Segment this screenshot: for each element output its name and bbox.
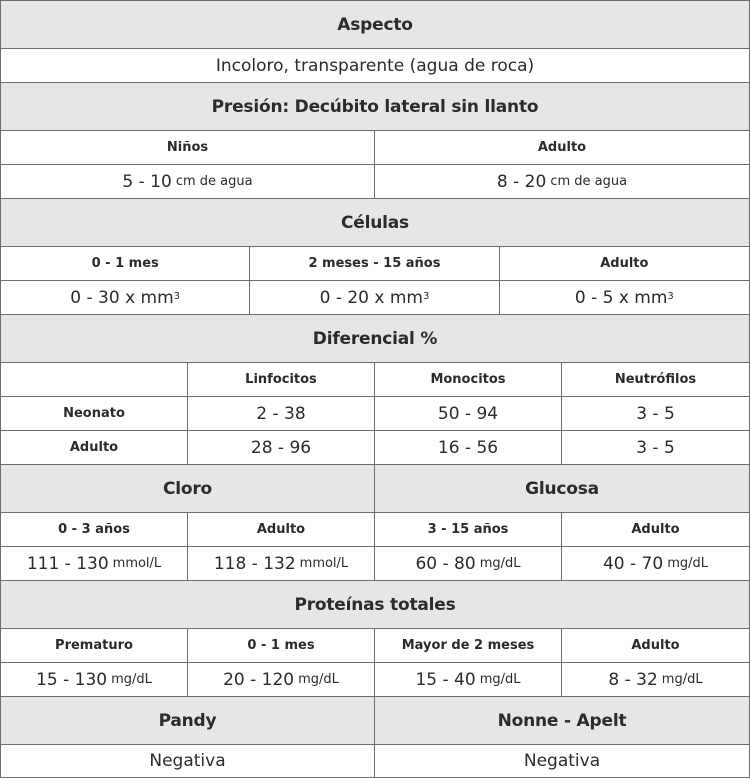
presion-col-adulto: Adulto [537,140,587,155]
celulas-value-2-sup: 3 [667,291,674,302]
diferencial-row-label: Neonato [1,397,188,430]
glucosa-header: Glucosa [375,465,749,512]
proteinas-header: Proteínas totales [1,581,749,628]
diferencial-row-adulto [1,431,749,465]
proteinas-col-adulto: Adulto [631,638,680,653]
diferencial-cols-row [1,363,749,397]
pandy-nonne-header-row [1,697,749,745]
cloro-col-0-3-anos: 0 - 3 años [1,513,188,546]
proteinas-value-prematuro [1,663,188,696]
nonne-apelt-value: Negativa [523,751,601,771]
celulas-header-row [1,199,749,247]
celulas-cols-row [1,247,749,281]
celulas-value-0-sup: 3 [173,291,181,302]
value-unit: mg/dL [479,556,521,571]
celulas-value-2-num: 0 - 5 x mm [574,287,668,308]
aspecto-value: Incoloro, transparente (agua de roca) [215,55,535,76]
proteinas-col-prematuro: Prematuro [1,629,188,662]
cloro-glucosa-header-row [1,465,749,513]
proteinas-col-0-1-mes: 0 - 1 mes [188,629,375,662]
presion-header-row [1,83,749,131]
diferencial-col-monocitos: Monocitos [375,363,562,396]
glucosa-col-3-15-anos: 3 - 15 años [375,513,562,546]
value-unit: mmol/L [299,556,349,571]
diferencial-cell: 50 - 94 [375,397,562,430]
celulas-value-1-num: 0 - 20 x mm [319,287,423,308]
cloro-glucosa-cols-row [1,513,749,547]
diferencial-cell: 2 - 38 [188,397,375,430]
celulas-col-0-1-mes: 0 - 1 mes [1,247,250,280]
presion-value-adulto-num: 8 - 20 [496,171,547,192]
value-num: 40 - 70 [602,553,664,574]
cloro-value-0-3-anos [1,547,188,580]
value-num: 118 - 132 [213,553,296,574]
value-unit: mg/dL [661,672,703,687]
presion-cols-row [1,131,749,165]
presion-value-ninos [1,165,375,198]
cloro-header: Cloro [1,465,375,512]
value-num: 15 - 40 [415,669,476,690]
cloro-value-adulto [188,547,375,580]
diferencial-cell: 28 - 96 [188,431,375,464]
diferencial-row-label: Adulto [1,431,188,464]
value-unit: mg/dL [479,672,521,687]
glucosa-value-adulto [562,547,749,580]
presion-col-ninos: Niños [1,131,375,164]
value-unit: mg/dL [667,556,708,571]
diferencial-cell: 16 - 56 [375,431,562,464]
value-unit: mg/dL [298,672,339,687]
presion-value-ninos-unit: cm de agua [175,174,253,189]
diferencial-row-neonato [1,397,749,431]
value-num: 20 - 120 [223,669,295,690]
glucosa-col-adulto: Adulto [631,522,680,537]
proteinas-value-adulto [562,663,749,696]
celulas-value-0-num: 0 - 30 x mm [70,287,174,308]
value-unit: mg/dL [111,672,152,687]
aspecto-header-row [1,1,749,49]
presion-value-ninos-num: 5 - 10 [122,171,172,192]
diferencial-col-empty [1,363,188,396]
aspecto-header: Aspecto [1,1,749,48]
diferencial-cell: 3 - 5 [636,437,675,458]
cloro-col-adulto: Adulto [188,513,375,546]
glucosa-value-3-15-anos [375,547,562,580]
proteinas-col-mayor-2-meses: Mayor de 2 meses [375,629,562,662]
celulas-value-0-1-mes [1,281,250,314]
pandy-nonne-values-row [1,745,749,777]
value-num: 60 - 80 [415,553,476,574]
value-unit: mmol/L [112,556,162,571]
cloro-glucosa-values-row [1,547,749,581]
nonne-apelt-header: Nonne - Apelt [375,697,749,744]
value-num: 8 - 32 [608,669,658,690]
diferencial-col-linfocitos: Linfocitos [188,363,375,396]
diferencial-col-neutrofilos: Neutrófilos [614,372,697,387]
celulas-value-1-sup: 3 [423,291,430,302]
aspecto-value-row [1,49,749,83]
presion-values-row [1,165,749,199]
celulas-value-adulto [500,281,749,314]
presion-value-adulto [375,165,749,198]
presion-header: Presión: Decúbito lateral sin llanto [1,83,749,130]
value-num: 111 - 130 [26,553,109,574]
proteinas-value-mayor-2-meses [375,663,562,696]
pandy-header: Pandy [1,697,375,744]
diferencial-header-row [1,315,749,363]
proteinas-value-0-1-mes [188,663,375,696]
presion-value-adulto-unit: cm de agua [550,174,628,189]
celulas-header: Células [1,199,749,246]
celulas-value-2-meses-15-anos [250,281,499,314]
celulas-col-adulto: Adulto [600,256,649,271]
proteinas-values-row [1,663,749,697]
proteinas-header-row [1,581,749,629]
diferencial-header: Diferencial % [1,315,749,362]
diferencial-cell: 3 - 5 [636,403,675,424]
pandy-value: Negativa [1,745,375,777]
proteinas-cols-row [1,629,749,663]
celulas-values-row [1,281,749,315]
celulas-col-2-meses-15-anos: 2 meses - 15 años [250,247,499,280]
value-num: 15 - 130 [36,669,108,690]
